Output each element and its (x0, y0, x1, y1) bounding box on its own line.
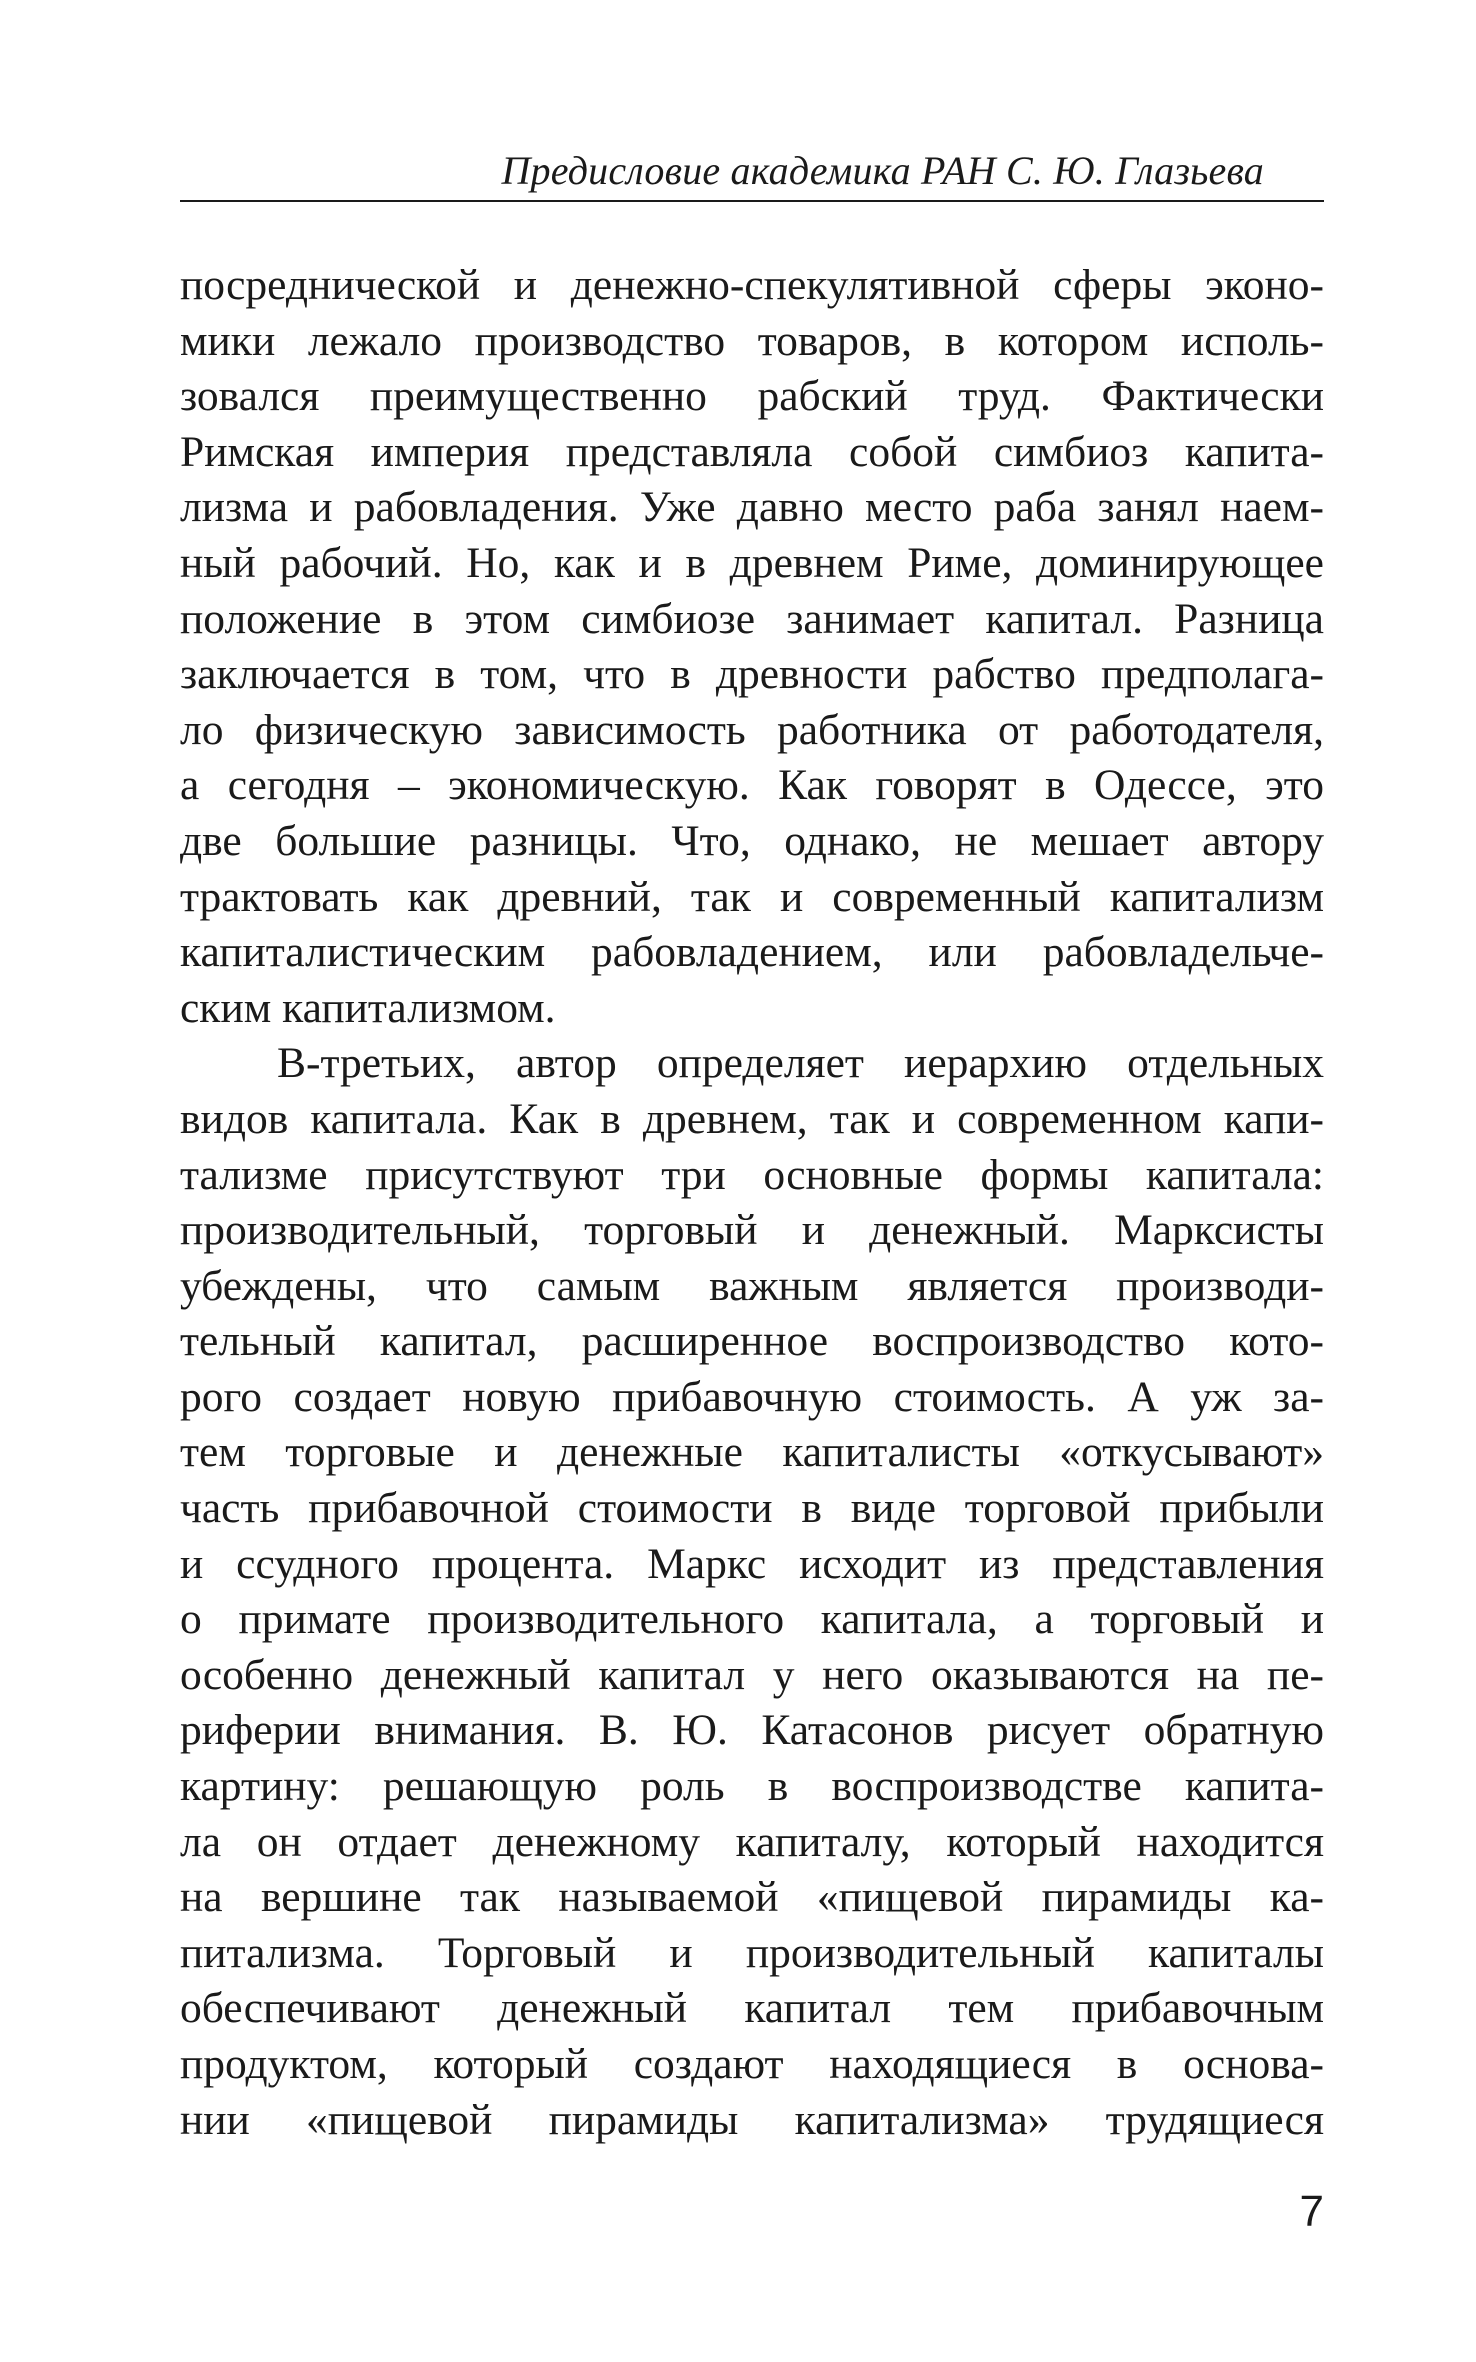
paragraph-1 (180, 258, 1324, 1036)
text-line: питализма. Торговый и производительный капиталы (180, 1928, 1324, 1977)
text-line: видов капитала. Как в древнем, так и современном капи- (180, 1094, 1324, 1143)
text-line: производительный, торговый и денежный. Марксисты (180, 1206, 1324, 1255)
text-line: обеспечивают денежный капитал тем прибавочным (180, 1984, 1324, 2033)
text-line: тализме присутствуют три основные формы капитала: (180, 1150, 1324, 1199)
running-head-title: Предисловие академика РАН С. Ю. Глазьева (501, 148, 1264, 193)
text-line: продуктом, который создают находящиеся в основа- (180, 2040, 1324, 2088)
page-body (180, 258, 1324, 2148)
running-head (180, 138, 1324, 202)
text-line: положение в этом симбиозе занимает капитал. Разница (180, 594, 1324, 643)
text-line: посреднической и денежно-спекулятивной сферы эконо- (180, 261, 1324, 309)
text-line: особенно денежный капитал у него оказываются на пе- (180, 1650, 1324, 1699)
text-line: на вершине так называемой «пищевой пирамиды ка- (180, 1873, 1324, 1922)
text-line: ла он отдает денежному капиталу, который находится (180, 1817, 1324, 1866)
text-line: картину: решающую роль в воспроизводстве капита- (180, 1762, 1324, 1811)
text-line: капиталистическим рабовладением, или рабовладельче- (180, 928, 1324, 977)
text-line: заключается в том, что в древности рабство предполага- (180, 650, 1324, 699)
text-line: тельный капитал, расширенное воспроизводство кото- (180, 1317, 1324, 1366)
text-line: ный рабочий. Но, как и в древнем Риме, доминирующее (180, 538, 1324, 587)
text-line: нии «пищевой пирамиды капитализма» трудящиеся (180, 2095, 1324, 2144)
text-line: мики лежало производство товаров, в котором исполь- (180, 316, 1324, 365)
text-line: ским капитализмом. (180, 983, 556, 1032)
text-line: две большие разницы. Что, однако, не мешает автору (180, 816, 1324, 865)
text-line: и ссудного процента. Маркс исходит из представления (180, 1539, 1324, 1588)
text-line: трактовать как древний, так и современный капитализм (180, 872, 1324, 921)
text-line: В-третьих, автор определяет иерархию отдельных (277, 1039, 1324, 1088)
text-line: лизма и рабовладения. Уже давно место раба занял наем- (180, 483, 1324, 532)
text-line: риферии внимания. В. Ю. Катасонов рисует обратную (180, 1706, 1324, 1755)
paragraph-2 (180, 1036, 1324, 2148)
page-number: 7 (1299, 2187, 1324, 2236)
text-line: часть прибавочной стоимости в виде торговой прибыли (180, 1484, 1324, 1533)
text-line: о примате производительного капитала, а торговый и (180, 1595, 1324, 1644)
text-line: зовался преимущественно рабский труд. Фактически (180, 372, 1324, 421)
text-line: Римская империя представляла собой симбиоз капита- (180, 427, 1324, 476)
text-line: а сегодня – экономическую. Как говорят в Одессе, это (180, 761, 1324, 810)
text-line: ло физическую зависимость работника от работодателя, (180, 705, 1324, 754)
text-line: рого создает новую прибавочную стоимость. А уж за- (180, 1372, 1324, 1421)
text-line: тем торговые и денежные капиталисты «откусывают» (180, 1428, 1324, 1477)
text-line: убеждены, что самым важным является производи- (180, 1261, 1324, 1310)
